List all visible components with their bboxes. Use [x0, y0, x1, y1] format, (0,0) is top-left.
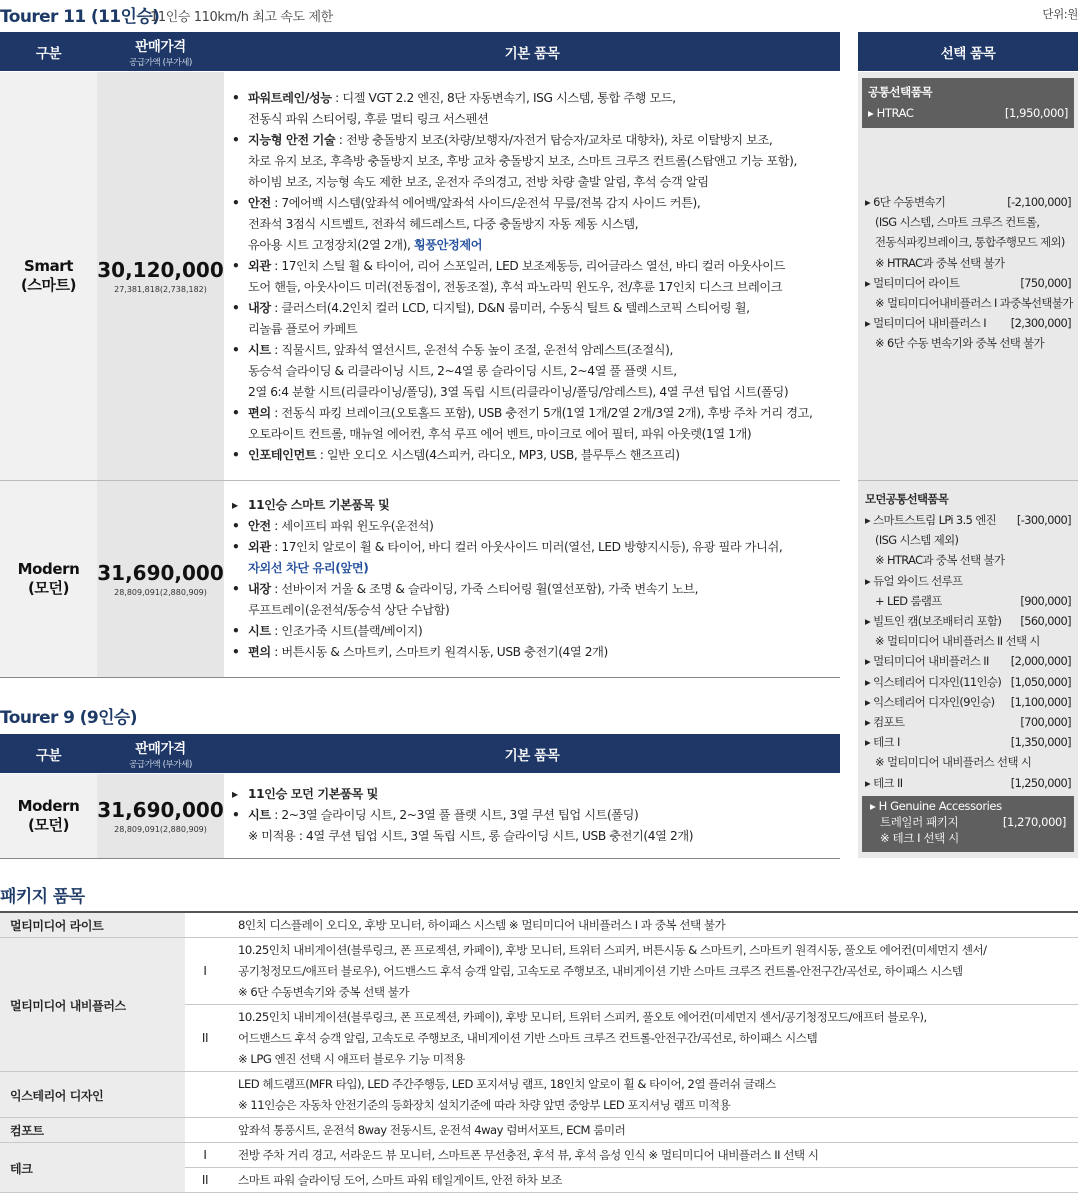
price-tourer9-modern: 31,690,000 28,809,091(2,880,909) [97, 774, 224, 858]
tourer11-header [0, 32, 840, 71]
option-item: (ISG 시스템, 스마트 크루즈 컨트롤, [875, 215, 1040, 230]
feature-line: • 외관 : 17인치 스틸 휠 & 타이어, 리어 스포일러, LED 보조제동등, 리어글라스 열선, 바디 컬러 아웃사이드 [232, 259, 786, 273]
option-item: ▸ 6단 수동변속기 [-2,100,000] [865, 195, 1071, 209]
option-item: ※ 멀티미디어내비플러스 I 과중복선택불가 [875, 296, 1073, 311]
modern-option-list [865, 510, 1071, 793]
modern-option-title: 모던공통선택품목 [865, 492, 949, 506]
grade-smart: Smart (스마트) [0, 72, 97, 480]
feature-line: • 시트 : 2~3열 슬라이딩 시트, 2~3열 풀 플랫 시트, 3열 쿠션 팁업 시트(폴딩) [232, 808, 639, 822]
feature-line: 리놀륨 플로어 카페트 [248, 322, 358, 336]
tourer9-bottom [0, 858, 840, 859]
common-option-box: 공통선택품목 ▸ HTRAC [1,950,000] [862, 78, 1074, 128]
package-name: 컴포트 [0, 1118, 185, 1143]
option-item: 전동식파킹브레이크, 통합주행모드 제외) [875, 235, 1065, 250]
options-header: 선택 품목 [858, 32, 1078, 71]
modern-basic-items [232, 495, 782, 663]
grade-tourer9-modern: Modern (모던) [0, 774, 97, 858]
feature-line: • 편의 : 버튼시동 & 스마트키, 스마트키 원격시동, USB 충전기(4열 2개) [232, 645, 608, 659]
feature-line: 오토라이트 컨트롤, 매뉴얼 에어컨, 후석 루프 에어 벤트, 마이크로 에어 필터, 파워 아웃렛(1열 1개) [248, 427, 752, 441]
package-name: 테크 [0, 1143, 185, 1193]
genuine-accessories-box: ▸ H Genuine Accessories 트레일러 패키지 [1,270,000] ※ 테크 I 선택 시 [862, 796, 1074, 852]
options-divider [858, 480, 1078, 481]
package-description: 10.25인치 내비게이션(블루링크, 폰 프로젝션, 카페이), 후방 모니터, 트위터 스피커, 버튼시동 & 스마트키, 스마트키 원격시동, 풀오토 에어컨(미세먼지 센서/ 공기청정모드/애프터 블로우), 어드밴스드 후석 승객 알림, 고속도로 주행보조, 내비게이션 기반 스마트 크루즈 컨트롤-안전구간/곡선로, 하이패스 시스템 ※ 6단 수동변속기와 중복 선택 불가 [238, 943, 987, 999]
option-item: ▸ 컴포트 [700,000] [865, 715, 1071, 730]
package-name: 익스테리어 디자인 [0, 1072, 185, 1118]
feature-line: 2열 6:4 분할 시트(리클라이닝/폴딩), 3열 독립 시트(리클라이닝/폴딩/암레스트), 4열 쿠션 팁업 시트(폴딩) [248, 385, 789, 399]
option-item: ▸ 스마트스트림 LPi 3.5 엔진 [-300,000] [865, 513, 1071, 527]
feature-line: • 편의 : 전동식 파킹 브레이크(오토홀드 포함), USB 충전기 5개(1열 1개/2열 2개/3열 2개), 후방 주차 거리 경고, [232, 406, 813, 420]
option-item: ※ HTRAC과 중복 선택 불가 [875, 553, 1005, 568]
header-price: 판매가격 공급가액 (부가세) [129, 39, 192, 68]
feature-line: 유아용 시트 고정장치(2열 2개), 횡풍안정제어 [248, 238, 483, 252]
header-grade: 구분 [35, 45, 62, 62]
package-description: 10.25인치 내비게이션(블루링크, 폰 프로젝션, 카페이), 후방 모니터, 트위터 스피커, 풀오토 에어컨(미세먼지 센서/공기청정모드/애프터 블로우), 어드밴스드 후석 승객 알림, 고속도로 주행보조, 내비게이션 기반 스마트 크루즈 컨트롤-안전구간/곡선로, 하이패스 시스템 ※ LPG 엔진 선택 시 애프터 블로우 기능 미적용 [238, 1010, 927, 1066]
option-item: ※ 멀티미디어 내비플러스 선택 시 [875, 755, 1032, 770]
tourer9-title: Tourer 9 (9인승) [0, 708, 137, 728]
feature-line: 전좌석 3점식 시트벨트, 전좌석 헤드레스트, 다중 충돌방지 자동 제동 시스템, [248, 217, 639, 231]
tourer11-subtitle: 11인승 110km/h 최고 속도 제한 [150, 10, 333, 25]
feature-line: • 안전 : 세이프티 파워 윈도우(운전석) [232, 519, 434, 533]
package-name: 멀티미디어 내비플러스 [0, 938, 185, 1072]
feature-line: 자외선 차단 유리(앞면) [248, 561, 369, 575]
package-level: II [185, 1005, 225, 1071]
package-level: I [185, 1143, 225, 1167]
package-level: I [185, 938, 225, 1004]
feature-line: 전동식 파워 스티어링, 후륜 멀티 링크 서스펜션 [248, 112, 489, 126]
package-name: 멀티미디어 라이트 [0, 913, 185, 938]
price-modern: 31,690,000 28,809,091(2,880,909) [97, 481, 224, 677]
grade-modern: Modern (모던) [0, 481, 97, 677]
tourer9-basic-items [232, 784, 693, 847]
option-item: ▸ 멀티미디어 내비플러스 I [2,300,000] [865, 316, 1071, 331]
feature-line: • 내장 : 선바이저 거울 & 조명 & 슬라이딩, 가죽 스티어링 휠(열선포함), 가죽 변속기 노브, [232, 582, 699, 596]
option-item: ▸ 익스테리어 디자인(9인승) [1,100,000] [865, 694, 1071, 709]
package-description: LED 헤드램프(MFR 타입), LED 주간주행등, LED 포지셔닝 램프, 18인치 알로이 휠 & 타이어, 2열 플러쉬 글래스 ※ 11인승은 자동차 안전기준의 등화장치 설치기준에 따라 차량 앞면 중앙부 LED 포지셔닝 램프 미적용 [238, 1077, 776, 1112]
package-description: 앞좌석 통풍시트, 운전석 8way 전동시트, 운전석 4way 럼버서포트, ECM 룸미러 [238, 1123, 626, 1137]
tourer9-header: 구분 판매가격 공급가액 (부가세) 기본 품목 [0, 734, 840, 773]
feature-line: 루프트레이(운전석/동승석 상단 수납함) [248, 603, 450, 617]
table-bottom [0, 677, 840, 678]
package-description: 8인치 디스플레이 오디오, 후방 모니터, 하이패스 시스템 ※ 멀티미디어 내비플러스 I 과 중복 선택 불가 [238, 918, 726, 932]
tourer11-title: Tourer 11 (11인승) [0, 7, 160, 27]
option-item: ▸ 익스테리어 디자인(11인승) [1,050,000] [865, 674, 1071, 689]
feature-line: 동승석 슬라이딩 & 리클라이닝 시트, 2~4열 롱 슬라이딩 시트, 2~4열 풀 플랫 시트, [248, 364, 677, 378]
feature-line: • 인포테인먼트 : 일반 오디오 시스템(4스피커, 라디오, MP3, USB, 블루투스 핸즈프리) [232, 448, 680, 462]
option-item: ※ HTRAC과 중복 선택 불가 [875, 255, 1005, 270]
price-smart: 30,120,000 27,381,818(2,738,182) [97, 72, 224, 480]
package-description: 전방 주차 거리 경고, 서라운드 뷰 모니터, 스마트폰 무선충전, 후석 뷰, 후석 음성 인식 ※ 멀티미디어 내비플러스 II 선택 시 [238, 1148, 819, 1162]
feature-line: 도어 핸들, 아웃사이드 미러(전동접이, 전동조절), 후석 파노라믹 윈도우, 전/후륜 17인치 디스크 브레이크 [248, 280, 783, 294]
package-level: II [185, 1168, 225, 1192]
option-item: ▸ 듀얼 와이드 선루프 [865, 573, 963, 588]
feature-line: • 지능형 안전 기술 : 전방 충돌방지 보조(차량/보행자/자전거 탑승자/교차로 대향차), 차로 이탈방지 보조, [232, 133, 773, 147]
feature-line: ▸ 11인승 스마트 기본품목 및 [232, 498, 390, 512]
feature-line: 하이빔 보조, 지능형 속도 제한 보조, 운전자 주의경고, 전방 차량 출발 알림, 후석 승객 알림 [248, 175, 709, 189]
package-description: 스마트 파워 슬라이딩 도어, 스마트 파워 테일게이트, 안전 하차 보조 [238, 1173, 562, 1187]
feature-line: • 외관 : 17인치 알로이 휠 & 타이어, 바디 컬러 아웃사이드 미러(열선, LED 방향지시등), 유광 필라 가니쉬, [232, 540, 783, 554]
feature-line: • 내장 : 클러스터(4.2인치 컬러 LCD, 디지털), D&N 룸미러, 수동식 틸트 & 텔레스코픽 스티어링 휠, [232, 301, 750, 315]
feature-line: • 시트 : 인조가죽 시트(블랙/베이지) [232, 624, 423, 638]
option-item: ▸ 빌트인 캠(보조배터리 포함) [560,000] [865, 614, 1071, 629]
feature-line: 차로 유지 보조, 후측방 충돌방지 보조, 후방 교차 충돌방지 보조, 스마트 크루즈 컨트롤(스탑앤고 기능 포함), [248, 154, 797, 168]
feature-line: • 파워트레인/성능 : 디젤 VGT 2.2 엔진, 8단 자동변속기, ISG 시스템, 통합 주행 모드, [232, 91, 676, 105]
option-item: + LED 룸램프 [900,000] [875, 593, 1071, 608]
unit-label: 단위:원 [1042, 7, 1078, 21]
option-item: (ISG 시스템 제외) [875, 533, 959, 548]
option-item: ▸ 멀티미디어 내비플러스 II [2,000,000] [865, 654, 1071, 669]
feature-line: ▸ 11인승 모던 기본품목 및 [232, 787, 379, 801]
smart-option-list [865, 192, 1071, 354]
option-item: ▸ 멀티미디어 라이트 [750,000] [865, 275, 1071, 290]
option-item: ▸ 테크 I [1,350,000] [865, 735, 1071, 750]
packages-title: 패키지 품목 [0, 887, 85, 907]
feature-line: • 안전 : 7에어백 시스템(앞좌석 에어백/앞좌석 사이드/운전석 무릎/전복 감지 사이드 커튼), [232, 196, 701, 210]
smart-basic-items [232, 88, 812, 466]
option-item: ※ 6단 수동 변속기와 중복 선택 불가 [875, 336, 1044, 351]
option-item: ▸ 테크 II [1,250,000] [865, 775, 1071, 790]
feature-line: • 시트 : 직물시트, 앞좌석 열선시트, 운전석 수동 높이 조절, 운전석 암레스트(조절식), [232, 343, 673, 357]
header-basic-items: 기본 품목 [504, 45, 560, 62]
feature-line: ※ 미적용 : 4열 쿠션 팁업 시트, 3열 독립 시트, 롱 슬라이딩 시트, USB 충전기(4열 2개) [248, 829, 694, 843]
option-item: ※ 멀티미디어 내비플러스 II 선택 시 [875, 634, 1040, 649]
